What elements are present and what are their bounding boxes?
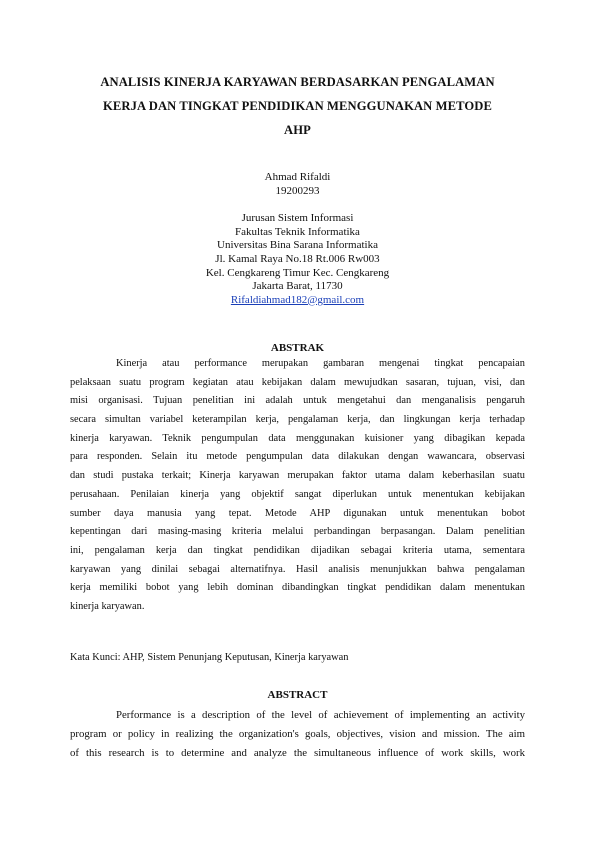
abstrak-line: secara simultan variabel keterampilan kerja, pengalaman kerja, dan lingkungan kerja terhadap xyxy=(70,414,525,426)
author-name: Ahmad Rifaldi xyxy=(264,171,331,183)
abstrak-line: kinerja karyawan. Teknik pengumpulan data menggunakan kuisioner yang dibagikan kepada xyxy=(70,432,525,444)
title-line: AHP xyxy=(284,123,311,137)
abstrak-line: sumber daya manusia yang tepat. Metode AHP digunakan untuk menentukan bobot xyxy=(70,507,525,519)
abstrak-line: Kinerja atau performance merupakan gambaran mengenai tingkat pencapaian xyxy=(116,358,525,369)
affiliation-line: Jurusan Sistem Informasi xyxy=(241,212,354,225)
abstract-line: of this research is to determine and analyze the simultaneous influence of work skills, work xyxy=(70,747,525,759)
abstrak-line: perusahaan. Penilaian kinerja yang objektif sangat diperlukan untuk menentukan kebijakan xyxy=(70,488,525,500)
abstrak-line: ini, pengalaman kerja dan tingkat pendidikan dijadikan sebagai kriteria utama, sementara xyxy=(70,544,525,556)
affiliation-line: Jakarta Barat, 11730 xyxy=(252,280,343,293)
abstrak-line: karyawan yang dinilai sebagai alternatifnya. Hasil analisis menunjukkan bahwa pengalaman xyxy=(70,563,525,575)
abstract-line: Performance is a description of the level of achievement of implementing an activity xyxy=(116,709,525,721)
abstract-heading: ABSTRACT xyxy=(267,689,328,701)
title-line: KERJA DAN TINGKAT PENDIDIKAN MENGGUNAKAN METODE xyxy=(103,99,492,113)
abstrak-line: pelaksaan suatu program kegiatan atau kebijakan dalam mewujudkan sasaran, tujuan, visi, dan xyxy=(70,376,525,388)
title-line: ANALISIS KINERJA KARYAWAN BERDASARKAN PENGALAMAN xyxy=(100,75,495,89)
author-block xyxy=(70,171,525,307)
paper-title xyxy=(70,70,525,142)
abstrak-line: para responden. Selain itu metode pengumpulan data dilakukan dengan wawancara, observasi xyxy=(70,451,525,463)
abstract-paragraph xyxy=(70,706,525,763)
keywords-line: Kata Kunci: AHP, Sistem Penunjang Keputusan, Kinerja karyawan xyxy=(70,652,349,663)
affiliation-line: Jl. Kamal Raya No.18 Rt.006 Rw003 xyxy=(215,252,380,265)
abstract-line: program or policy in realizing the organization's goals, objectives, vision and mission. The aim xyxy=(70,728,525,740)
abstrak-paragraph xyxy=(70,355,525,617)
abstrak-line: kerja memiliki bobot yang lebih dominan dibandingkan tingkat pendidikan dalam menentukan xyxy=(70,582,525,594)
abstrak-line: misi organisasi. Tujuan penelitian ini adalah untuk mengetahui dan menganalisis pengaruh xyxy=(70,395,525,407)
author-id: 19200293 xyxy=(275,184,320,197)
abstrak-line: kepentingan dari masing-masing kriteria melalui perbandingan berpasangan. Dalam penelitian xyxy=(70,526,525,538)
affiliation-line: Fakultas Teknik Informatika xyxy=(235,225,360,238)
abstrak-line: dan studi pustaka terkait; Kinerja karyawan merupakan faktor utama dalam keberhasilan suatu xyxy=(70,470,525,482)
abstrak-heading: ABSTRAK xyxy=(270,342,325,354)
author-email-link[interactable]: Rifaldiahmad182@gmail.com xyxy=(230,293,365,306)
affiliation-line: Universitas Bina Sarana Informatika xyxy=(217,239,378,252)
abstrak-line: kinerja karyawan. xyxy=(70,600,145,612)
affiliation-line: Kel. Cengkareng Timur Kec. Cengkareng xyxy=(205,266,390,279)
